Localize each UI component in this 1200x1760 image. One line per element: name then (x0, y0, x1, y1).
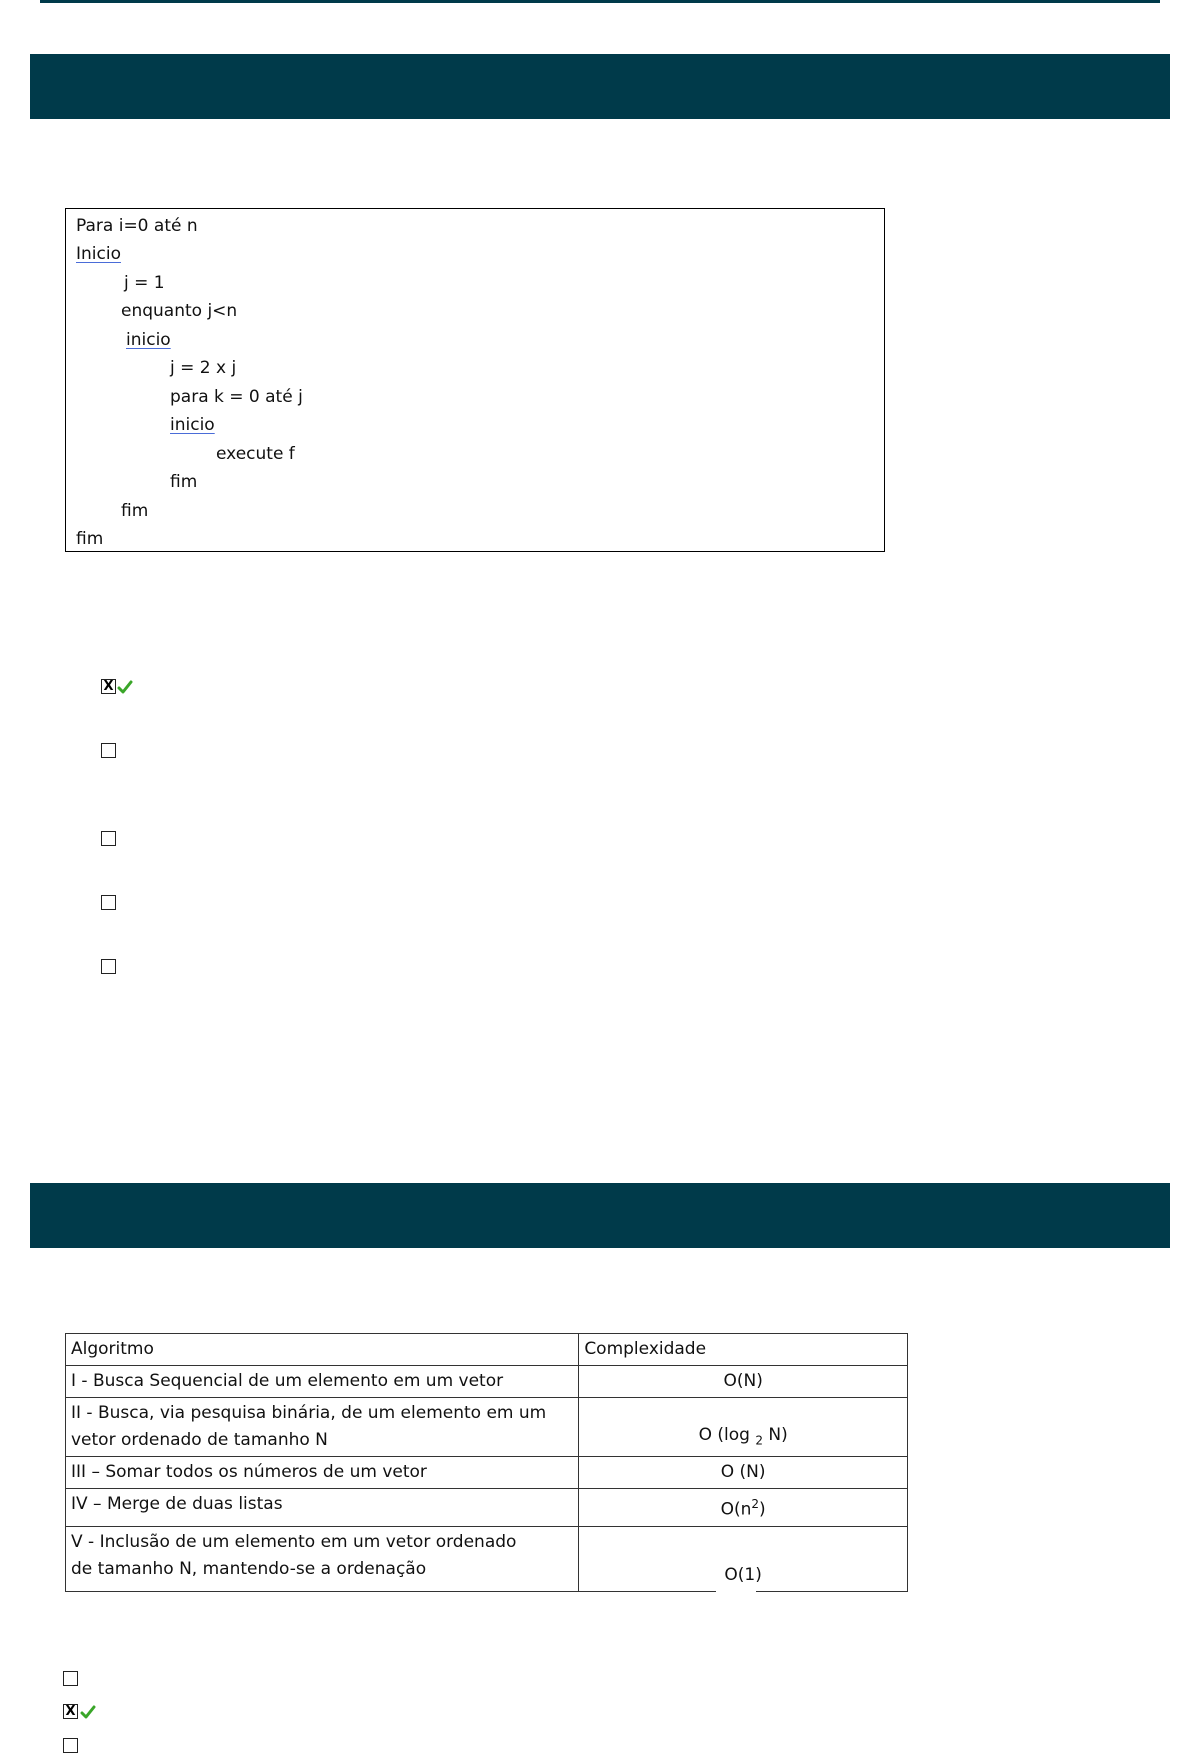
table-row (66, 1457, 908, 1489)
pseudocode-box (65, 208, 885, 552)
algorithm-cell: I - Busca Sequencial de um elemento em um vetor (66, 1366, 579, 1398)
algorithm-cell: III – Somar todos os números de um vetor (66, 1457, 579, 1489)
complexity-cell (579, 1489, 908, 1527)
green-check-icon (117, 679, 133, 695)
table-row (66, 1398, 908, 1457)
section-header-bar-1 (30, 54, 1170, 119)
code-line-8: inicio (170, 415, 215, 435)
q1-option-2-checkbox[interactable] (101, 743, 116, 758)
algorithm-line-2: de tamanho N, mantendo-se a ordenação (71, 1558, 427, 1579)
code-line-7: para k = 0 até j (170, 387, 303, 407)
code-line-5: inicio (126, 330, 171, 350)
header-complexidade: Complexidade (579, 1334, 908, 1366)
x-mark-icon: X (65, 1703, 76, 1719)
q2-option-2-checkbox[interactable] (63, 1704, 78, 1719)
algorithm-cell (66, 1398, 579, 1457)
algorithm-line-1: V - Inclusão de um elemento em um vetor ordenado (71, 1531, 517, 1552)
code-line-10: fim (170, 472, 198, 492)
q2-option-1-checkbox[interactable] (63, 1671, 78, 1686)
complexity-cell: O (N) (579, 1457, 908, 1489)
complexity-prefix: O(n (720, 1499, 752, 1520)
code-line-9: execute f (216, 444, 295, 464)
code-line-4: enquanto j<n (121, 301, 238, 321)
complexity-superscript: 2 (751, 1497, 760, 1511)
table-header-row (66, 1334, 908, 1366)
q2-option-3-checkbox[interactable] (63, 1738, 78, 1753)
algorithm-cell (66, 1526, 579, 1591)
table-row (66, 1526, 908, 1591)
code-line-12: fim (76, 529, 104, 549)
code-line-2: Inicio (76, 244, 121, 264)
green-check-icon (80, 1704, 96, 1720)
complexity-suffix: N) (762, 1424, 788, 1445)
complexity-value: O(1) (724, 1564, 762, 1585)
table-row (66, 1489, 908, 1527)
q1-option-1-checkbox[interactable] (101, 679, 116, 694)
code-line-11: fim (121, 501, 149, 521)
complexity-prefix: O (log (698, 1424, 756, 1445)
top-rule (40, 0, 1160, 3)
complexity-cell: O(N) (579, 1366, 908, 1398)
section-header-bar-2 (30, 1183, 1170, 1248)
code-line-3: j = 1 (124, 273, 165, 293)
q1-option-3-checkbox[interactable] (101, 831, 116, 846)
algorithm-line-1: II - Busca, via pesquisa binária, de um elemento em um (71, 1403, 547, 1423)
complexity-subscript: 2 (755, 1433, 763, 1447)
complexity-suffix: ) (759, 1499, 766, 1520)
q1-option-5-checkbox[interactable] (101, 959, 116, 974)
algorithm-cell: IV – Merge de duas listas (66, 1489, 579, 1527)
border-gap (716, 1588, 756, 1594)
complexity-cell (579, 1398, 908, 1457)
table-row (66, 1366, 908, 1398)
code-line-1: Para i=0 até n (76, 216, 198, 236)
algorithm-line-2: vetor ordenado de tamanho N (71, 1430, 328, 1450)
complexity-table (65, 1333, 908, 1592)
code-line-6: j = 2 x j (170, 358, 237, 378)
x-mark-icon: X (103, 678, 114, 694)
complexity-cell (579, 1526, 908, 1591)
q1-option-4-checkbox[interactable] (101, 895, 116, 910)
header-algoritmo: Algoritmo (66, 1334, 579, 1366)
